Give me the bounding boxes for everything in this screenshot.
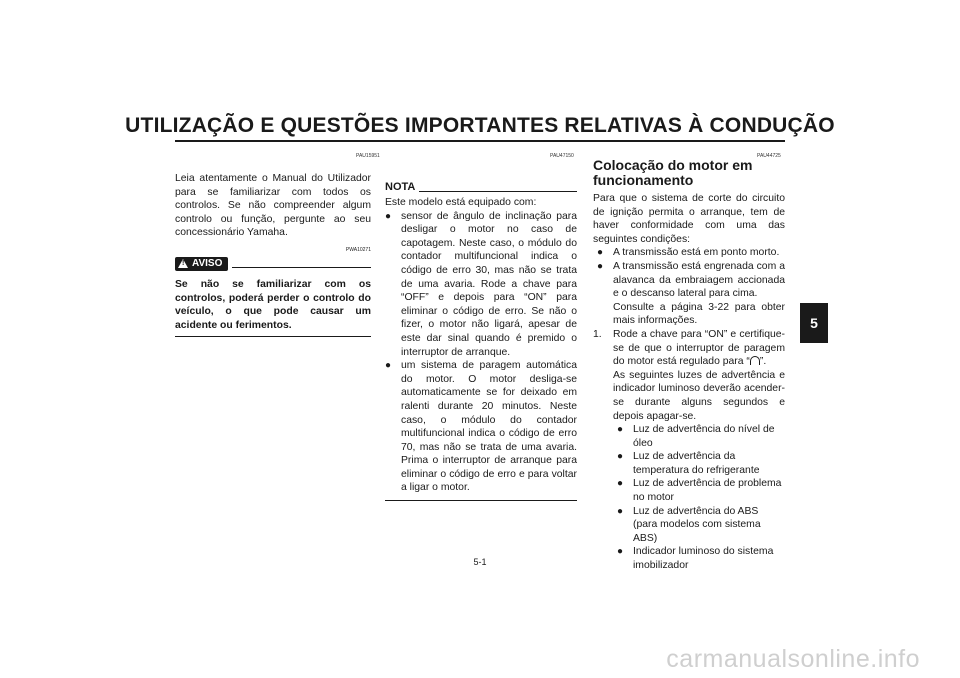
note-label: NOTA	[385, 181, 416, 194]
warning-code: PWA10271	[345, 246, 371, 253]
reference-text: Consulte a página 3-22 para obter mais informações.	[613, 301, 785, 327]
note-intro: Este modelo está equipado com:	[385, 197, 537, 208]
warning-label: AVISO	[192, 258, 223, 270]
step-1-text	[613, 328, 785, 369]
title-rule	[175, 140, 785, 142]
warning-light-item: ● Luz de advertência de problema no motor	[593, 477, 785, 504]
warning-badge	[175, 257, 228, 271]
step-1-text-b: ”.	[759, 356, 767, 368]
column-2	[385, 180, 577, 501]
step-1-text-a: Rode a chave para “ON” e certifique-se de que o interruptor de paragem do motor está regulado para “	[613, 328, 785, 368]
step-1-detail: As seguintes luzes de advertência e indicador luminoso deverão acender-se durante alguns segundos e depois apagar-se.	[613, 369, 785, 422]
warning-light-item: ● Luz de advertência da temperatura do refrigerante	[593, 450, 785, 477]
warning-light-item: ● Luz de advertência do ABS (para modelos com sistema ABS)	[593, 505, 785, 546]
watermark: carmanualsonline.info	[666, 645, 920, 673]
note-bullet: ● sensor de ângulo de inclinação para desligar o motor no caso de capotagem. Neste caso, o módulo do contador multifuncional indica o código de erro 30, mas não se trata de uma avaria. Rode a chave para “OFF” e depois para “ON” para eliminar o código de erro. Se não o fizer, o motor não ligará, apesar de este dar sinal quando é premido o interruptor de arranque.	[385, 210, 577, 360]
section-code: PAU15951	[356, 153, 380, 159]
note-header	[385, 180, 577, 196]
chapter-tab: 5	[800, 303, 828, 343]
warning-header	[175, 254, 371, 274]
step-number: 1.	[593, 328, 602, 340]
engine-run-symbol-icon	[750, 356, 760, 365]
page-title: UTILIZAÇÃO E QUESTÕES IMPORTANTES RELATIVAS À CONDUÇÃO	[125, 114, 835, 137]
warning-bottom-rule	[175, 336, 371, 337]
column-1	[175, 172, 371, 337]
note-header-line	[419, 191, 577, 192]
note-bottom-rule	[385, 500, 577, 501]
section-code: PAU44725	[757, 153, 781, 159]
warning-header-line	[232, 267, 371, 268]
warning-text: Se não se familiarizar com os controlos, poderá perder o controlo do veículo, o que pode causar um acidente ou ferimentos.	[175, 278, 371, 331]
condition-item: ● A transmissão está engrenada com a alavanca da embraiagem accionada e o descanso lateral para cima.	[597, 260, 785, 301]
warning-light-item: ● Indicador luminoso do sistema imobilizador	[593, 545, 785, 572]
section-code: PAU47150	[550, 153, 574, 159]
warning-light-item: ● Luz de advertência do nível de óleo	[593, 423, 785, 450]
intro-paragraph: Leia atentamente o Manual do Utilizador para se familiarizar com todos os controlos. Se não compreender algum controlo ou função, pergunte ao seu concessionário Yamaha.	[175, 173, 371, 239]
note-bullet: ● um sistema de paragem automática do motor. O motor desliga-se automaticamente se for deixado em ralenti durante 20 minutos. Neste caso, o módulo do contador multifuncional indica o código de erro 70, mas não se trata de uma avaria. Prima o interruptor de arranque para eliminar o código de erro e para voltar a ligar o motor.	[385, 359, 577, 495]
page-number: 5-1	[473, 557, 487, 567]
step-1	[593, 328, 785, 423]
column-3	[593, 158, 785, 573]
section-title: Colocação do motor em funcionamento	[593, 157, 753, 188]
condition-item: ● A transmissão está em ponto morto.	[597, 246, 785, 260]
section-intro: Para que o sistema de corte do circuito de ignição permita o arranque, tem de haver conformidade com uma das seguintes condições:	[593, 193, 785, 245]
warning-triangle-icon	[178, 259, 188, 268]
